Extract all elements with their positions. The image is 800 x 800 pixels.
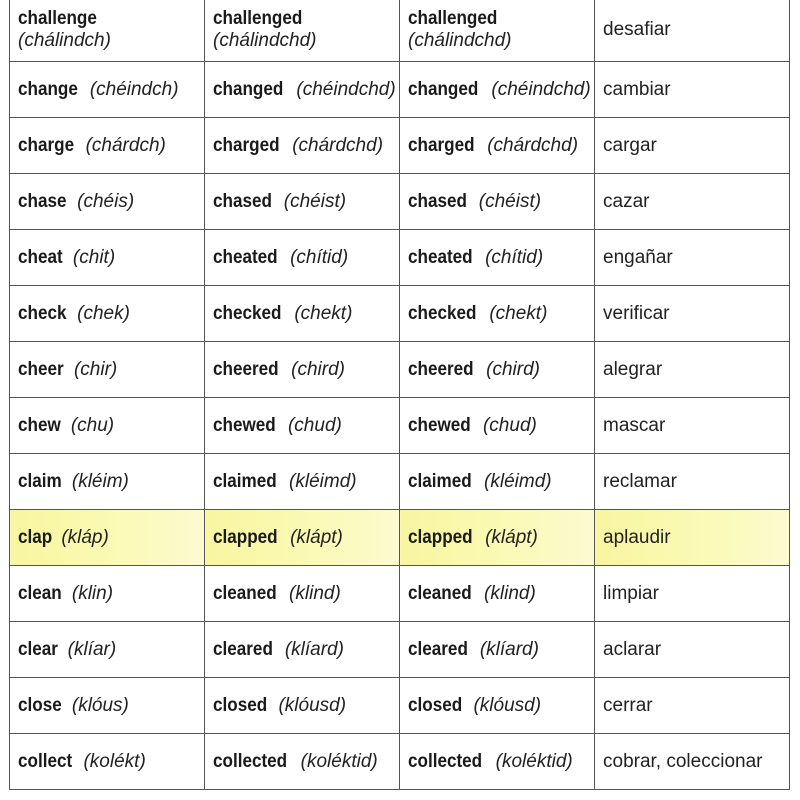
past-form-cell [205,398,400,454]
participle-form-word: claimed [408,470,472,492]
base-form-pronunciation: (klin) [71,582,114,604]
past-form-cell [205,622,400,678]
translation-cell [595,0,790,62]
participle-form-pronunciation: (chird) [486,358,540,380]
base-form-word: clean [18,582,62,604]
base-form-word: chew [18,414,61,436]
past-form-pronunciation: (kléimd) [289,470,357,492]
past-form-word: cleaned [213,582,277,604]
base-form-word: close [18,694,62,716]
table-row [10,398,790,454]
past-form-word: claimed [213,470,277,492]
translation-cell [595,454,790,510]
past-form-pronunciation: (klápt) [290,526,343,548]
participle-form-cell [400,734,595,790]
base-form-pronunciation: (kolékt) [83,750,146,772]
participle-form-word: cheered [408,358,474,380]
table-row-highlighted [10,510,790,566]
base-form-cell [10,174,205,230]
table-row [10,454,790,510]
past-form-cell [205,566,400,622]
participle-form-pronunciation: (chálindchd) [408,30,512,51]
table-row [10,566,790,622]
translation-text: reclamar [603,470,677,492]
past-form-pronunciation: (chéist) [283,190,347,212]
participle-form-cell [400,566,595,622]
participle-form-cell [400,342,595,398]
participle-form-pronunciation: (koléktid) [495,750,573,772]
base-form-word: clap [18,526,53,548]
translation-cell [595,566,790,622]
past-form-cell [205,734,400,790]
past-form-cell [205,174,400,230]
past-form-cell [205,62,400,118]
translation-text: mascar [603,414,666,436]
translation-text: cambiar [603,78,671,100]
base-form-word: clear [18,638,58,660]
translation-cell [595,734,790,790]
past-form-pronunciation: (klind) [289,582,341,604]
translation-cell [595,230,790,286]
participle-form-word: charged [408,134,475,156]
translation-text: aclarar [603,638,662,660]
participle-form-cell [400,622,595,678]
table-row [10,342,790,398]
past-form-pronunciation: (koléktid) [300,750,378,772]
table-row [10,174,790,230]
base-form-word: check [18,302,67,324]
translation-cell [595,62,790,118]
base-form-cell [10,510,205,566]
base-form-word: chase [18,190,67,212]
participle-form-word: closed [408,694,463,716]
translation-text: cazar [603,190,650,212]
participle-form-pronunciation: (chéist) [478,190,542,212]
past-form-cell [205,454,400,510]
translation-cell [595,622,790,678]
base-form-pronunciation: (chu) [70,414,115,436]
base-form-cell [10,454,205,510]
translation-text: alegrar [603,358,663,380]
past-form-cell [205,510,400,566]
base-form-pronunciation: (klíar) [67,638,117,660]
base-form-pronunciation: (chárdch) [85,134,166,156]
table-row [10,230,790,286]
participle-form-word: cleaned [408,582,472,604]
past-form-word: clapped [213,526,278,548]
table-row [10,678,790,734]
participle-form-pronunciation: (klóusd) [473,694,542,716]
verb-table [9,0,790,790]
past-form-word: charged [213,134,280,156]
past-form-cell [205,230,400,286]
translation-text: desafiar [603,19,671,40]
participle-form-word: checked [408,302,477,324]
participle-form-pronunciation: (klápt) [485,526,538,548]
participle-form-cell [400,62,595,118]
participle-form-cell [400,510,595,566]
past-form-word: collected [213,750,288,772]
participle-form-cell [400,118,595,174]
base-form-cell [10,118,205,174]
translation-cell [595,342,790,398]
table-row [10,734,790,790]
table-row [10,0,790,62]
translation-text: verificar [603,302,670,324]
participle-form-word: collected [408,750,483,772]
participle-form-cell [400,454,595,510]
base-form-cell [10,286,205,342]
participle-form-pronunciation: (chud) [482,414,537,436]
past-form-pronunciation: (chálindchd) [213,30,317,51]
base-form-word: charge [18,134,75,156]
table-row [10,62,790,118]
base-form-word: claim [18,470,62,492]
translation-cell [595,286,790,342]
base-form-cell [10,398,205,454]
translation-cell [595,510,790,566]
base-form-cell [10,0,205,62]
past-form-pronunciation: (chud) [287,414,342,436]
past-form-cell [205,286,400,342]
past-form-word: checked [213,302,282,324]
verb-table-body [10,0,790,790]
past-form-pronunciation: (klóusd) [278,694,347,716]
base-form-pronunciation: (chit) [72,246,116,268]
past-form-word: cheated [213,246,278,268]
past-form-cell [205,118,400,174]
translation-text: engañar [603,246,673,268]
participle-form-cell [400,678,595,734]
base-form-word: challenge [18,8,97,29]
base-form-cell [10,622,205,678]
base-form-pronunciation: (klóus) [71,694,129,716]
participle-form-pronunciation: (chárdchd) [487,134,579,156]
participle-form-pronunciation: (chítid) [485,246,544,268]
participle-form-word: chewed [408,414,471,436]
participle-form-pronunciation: (klíard) [479,638,539,660]
base-form-pronunciation: (chek) [77,302,130,324]
base-form-word: collect [18,750,73,772]
translation-text: limpiar [603,582,659,604]
participle-form-word: cleared [408,638,468,660]
base-form-pronunciation: (chéis) [77,190,135,212]
participle-form-word: chased [408,190,467,212]
participle-form-pronunciation: (klind) [484,582,536,604]
base-form-cell [10,230,205,286]
base-form-cell [10,678,205,734]
past-form-word: closed [213,694,268,716]
table-row [10,286,790,342]
past-form-word: cheered [213,358,279,380]
translation-text: aplaudir [603,526,671,548]
past-form-pronunciation: (chird) [291,358,345,380]
base-form-cell [10,734,205,790]
past-form-word: chewed [213,414,276,436]
translation-cell [595,678,790,734]
participle-form-word: changed [408,78,479,100]
base-form-pronunciation: (kláp) [61,526,109,548]
past-form-word: changed [213,78,284,100]
base-form-word: cheer [18,358,64,380]
translation-text: cargar [603,134,657,156]
participle-form-word: clapped [408,526,473,548]
translation-cell [595,398,790,454]
base-form-cell [10,566,205,622]
table-row [10,622,790,678]
past-form-cell [205,0,400,62]
participle-form-cell [400,0,595,62]
past-form-pronunciation: (chárdchd) [292,134,384,156]
participle-form-cell [400,230,595,286]
participle-form-cell [400,174,595,230]
participle-form-cell [400,398,595,454]
past-form-word: challenged [213,8,303,29]
participle-form-pronunciation: (chekt) [489,302,548,324]
past-form-pronunciation: (chekt) [294,302,353,324]
translation-cell [595,174,790,230]
base-form-pronunciation: (kléim) [71,470,129,492]
base-form-pronunciation: (chir) [73,358,118,380]
base-form-cell [10,342,205,398]
base-form-pronunciation: (chálindch) [18,30,111,51]
past-form-word: cleared [213,638,273,660]
base-form-word: cheat [18,246,63,268]
base-form-word: change [18,78,78,100]
translation-text: cobrar, coleccionar [603,750,763,772]
past-form-cell [205,342,400,398]
participle-form-word: challenged [408,8,498,29]
table-row [10,118,790,174]
past-form-pronunciation: (klíard) [284,638,344,660]
translation-cell [595,118,790,174]
participle-form-cell [400,286,595,342]
participle-form-pronunciation: (chéindchd) [491,78,591,100]
translation-text: cerrar [603,694,653,716]
base-form-pronunciation: (chéindch) [89,78,179,100]
past-form-pronunciation: (chítid) [290,246,349,268]
participle-form-word: cheated [408,246,473,268]
participle-form-pronunciation: (kléimd) [484,470,552,492]
past-form-word: chased [213,190,272,212]
past-form-pronunciation: (chéindchd) [296,78,396,100]
past-form-cell [205,678,400,734]
base-form-cell [10,62,205,118]
